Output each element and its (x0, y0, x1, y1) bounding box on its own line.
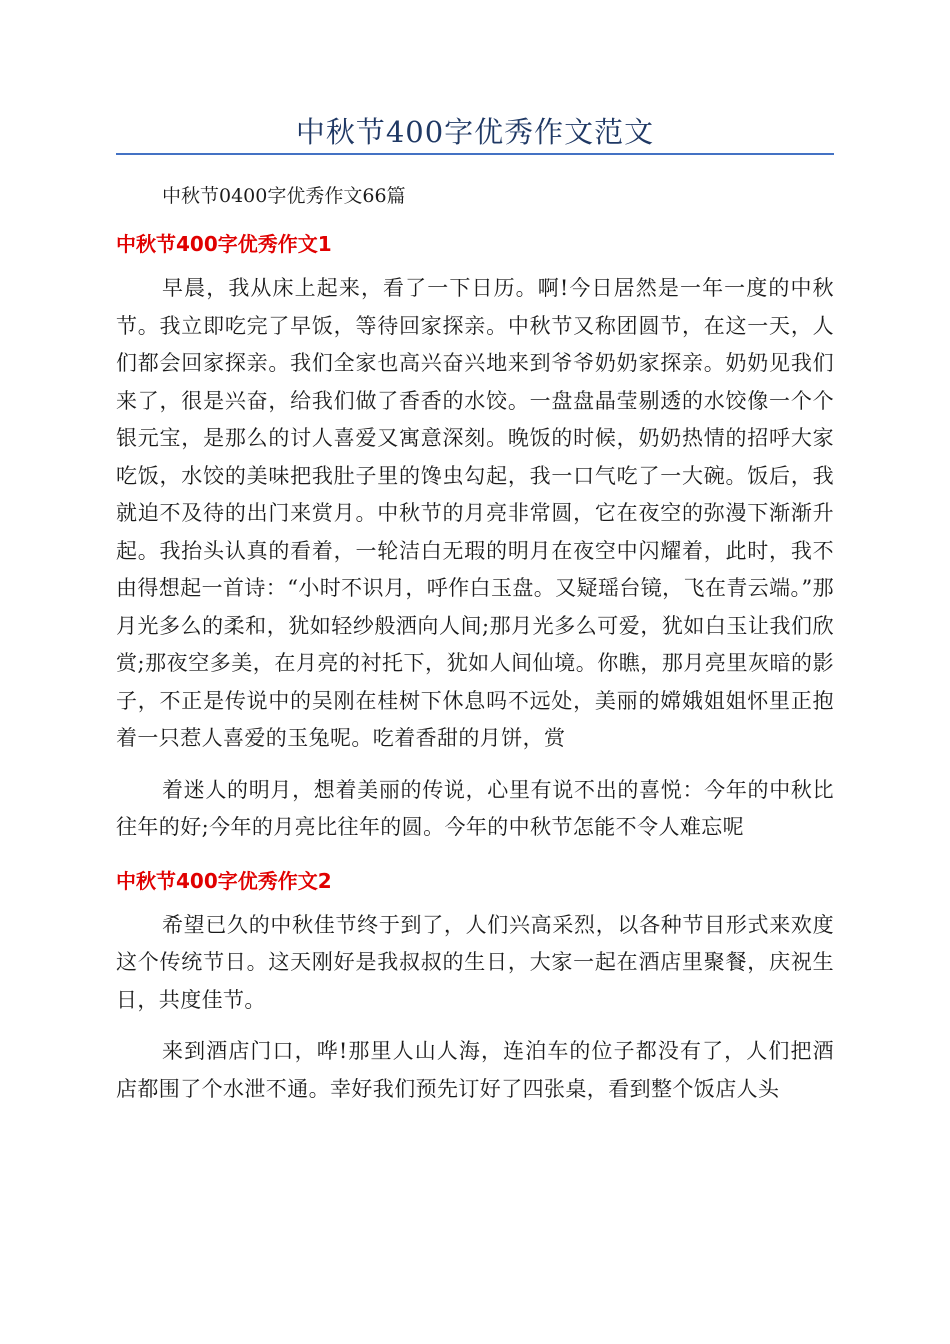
document-subtitle: 中秋节0400字优秀作文66篇 (162, 185, 406, 207)
document-body (116, 176, 834, 1122)
paragraph: 早晨，我从床上起来，看了一下日历。啊!今日居然是一年一度的中秋节。我立即吃完了早饭，等待回家探亲。中秋节又称团圆节，在这一天，人们都会回家探亲。我们全家也高兴奋兴地来到爷爷奶奶家探亲。奶奶见我们来了，很是兴奋，给我们做了香香的水饺。一盘盘晶莹剔透的水饺像一个个银元宝，是那么的讨人喜爱又寓意深刻。晚饭的时候，奶奶热情的招呼大家吃饭，水饺的美味把我肚子里的馋虫勾起，我一口气吃了一大碗。饭后，我就迫不及待的出门来赏月。中秋节的月亮非常圆，它在夜空的弥漫下渐渐升起。我抬头认真的看着，一轮洁白无瑕的明月在夜空中闪耀着，此时，我不由得想起一首诗：“小时不识月，呼作白玉盘。又疑瑶台镜，飞在青云端。”那月光多么的柔和，犹如轻纱般洒向人间;那月光多么可爱，犹如白玉让我们欣赏;那夜空多美，在月亮的衬托下，犹如人间仙境。你瞧，那月亮里灰暗的影子，不正是传说中的吴刚在桂树下休息吗不远处，美丽的嫦娥姐姐怀里正抱着一只惹人喜爱的玉兔呢。吃着香甜的月饼，赏 (116, 276, 834, 750)
paragraph: 希望已久的中秋佳节终于到了，人们兴高采烈，以各种节目形式来欢度这个传统节日。这天刚好是我叔叔的生日，大家一起在酒店里聚餐，庆祝生日，共度佳节。 (116, 912, 834, 1012)
paragraph: 着迷人的明月，想着美丽的传说，心里有说不出的喜悦：今年的中秋比往年的好;今年的月亮比往年的圆。今年的中秋节怎能不令人难忘呢 (116, 777, 834, 839)
section-heading-2: 中秋节400字优秀作文2 (116, 868, 332, 893)
paragraph: 来到酒店门口，哗!那里人山人海，连泊车的位子都没有了，人们把酒店都围了个水泄不通。幸好我们预先订好了四张桌，看到整个饭店人头 (116, 1039, 834, 1101)
document-title: 中秋节400字优秀作文范文 (295, 115, 655, 149)
section-heading-1: 中秋节400字优秀作文1 (116, 232, 332, 256)
title-underline (116, 153, 834, 155)
